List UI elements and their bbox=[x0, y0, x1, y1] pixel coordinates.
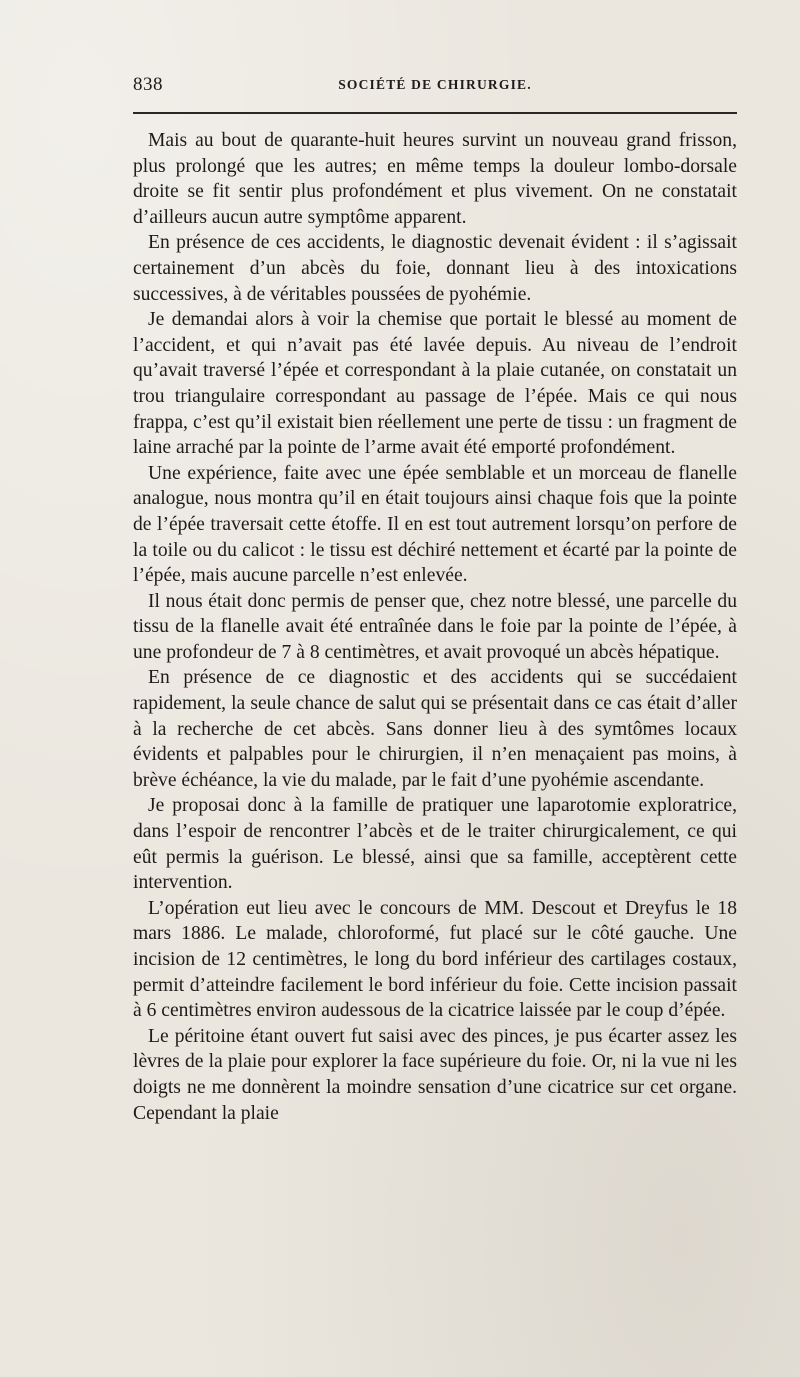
paragraph: En présence de ces accidents, le diagnostic devenait évident : il s’agissait certainement d’un abcès du foie, donnant lieu à des intoxications successives, à de véritables poussées de pyohémie. bbox=[133, 232, 737, 305]
paragraph: Je demandai alors à voir la chemise que portait le blessé au moment de l’accident, et qui n’avait pas été lavée depuis. Au niveau de l’endroit qu’avait traversé l’épée et correspondant à la plaie cutanée, on constatait un trou triangulaire correspondant au passage de l’épée. Mais ce qui nous frappa, c’est qu’il existait bien réellement une perte de tissu : un fragment de laine arraché par la pointe de l’arme avait été emporté profondément. bbox=[133, 309, 737, 459]
body-text bbox=[133, 128, 737, 1126]
header-rule bbox=[133, 112, 737, 114]
paragraph: Je proposai donc à la famille de pratiquer une laparotomie exploratrice, dans l’espoir de rencontrer l’abcès et de le traiter chirurgicalement, ce qui eût permis la guérison. Le blessé, ainsi que sa famille, acceptèrent cette intervention. bbox=[133, 795, 737, 894]
paragraph: Il nous était donc permis de penser que, chez notre blessé, une parcelle du tissu de la flanelle avait été entraînée dans le foie par la pointe de l’épée, à une profondeur de 7 à 8 centimètres, et avait provoqué un abcès hépatique. bbox=[133, 590, 737, 663]
paragraph: En présence de ce diagnostic et des accidents qui se succédaient rapidement, la seule chance de salut qui se présentait dans ce cas était d’aller à la recherche de cet abcès. Sans donner lieu à des symtômes locaux évidents et palpables pour le chirurgien, il n’en menaçaient pas moins, à brève échéance, la vie du malade, par le fait d’une pyohémie ascendante. bbox=[133, 667, 737, 791]
paragraph: L’opération eut lieu avec le concours de MM. Descout et Dreyfus le 18 mars 1886. Le malade, chloroformé, fut placé sur le côté gauche. Une incision de 12 centimètres, le long du bord inférieur des cartilages costaux, permit d’atteindre facilement le bord inférieur du foie. Cette incision passait à 6 centimètres environ audessous de la cicatrice laissée par le coup d’épée. bbox=[133, 897, 737, 1022]
paragraph: Le péritoine étant ouvert fut saisi avec des pinces, je pus écarter assez les lèvres de la plaie pour explorer la face supérieure du foie. Or, ni la vue ni les doigts ne me donnèrent la moindre sensation d’une cicatrice sur cet organe. Cependant la plaie bbox=[133, 1025, 737, 1124]
running-head bbox=[133, 74, 737, 100]
paragraph: Mais au bout de quarante-huit heures survint un nouveau grand frisson, plus prolongé que les autres; en même temps la douleur lombo-dorsale droite se fit sentir plus profondément et plus vivement. On ne constatait d’ailleurs aucun autre symptôme apparent. bbox=[133, 130, 737, 228]
paragraph: Une expérience, faite avec une épée semblable et un morceau de flanelle analogue, nous montra qu’il en était toujours ainsi chaque fois que la pointe de l’épée traversait cette étoffe. Il en est tout autrement lorsqu’on perfore de la toile ou du calicot : le tissu est déchiré nettement et écarté par la pointe de l’épée, mais aucune parcelle n’est enlevée. bbox=[133, 462, 737, 587]
page-number: 838 bbox=[133, 74, 163, 95]
running-head-title: SOCIÉTÉ DE CHIRURGIE. bbox=[338, 77, 532, 92]
